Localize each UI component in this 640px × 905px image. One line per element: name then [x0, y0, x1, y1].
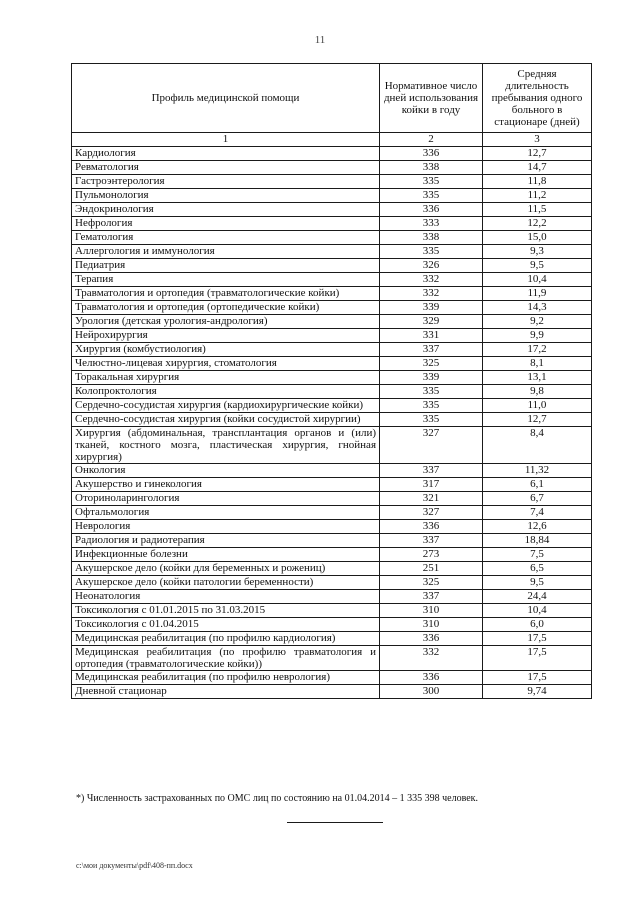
average-stay-cell: 17,5	[483, 646, 592, 671]
average-stay-cell: 24,4	[483, 590, 592, 604]
profile-cell: Хирургия (комбустиология)	[72, 343, 380, 357]
bed-days-cell: 335	[380, 413, 483, 427]
average-stay-cell: 10,4	[483, 273, 592, 287]
footnote: *) Численность застрахованных по ОМС лиц по состоянию на 01.04.2014 – 1 335 398 человек.	[76, 793, 479, 804]
bed-days-cell: 332	[380, 287, 483, 301]
bed-days-cell: 335	[380, 385, 483, 399]
header-bed-days: Нормативное число дней использования койки в году	[380, 64, 483, 133]
bed-days-cell: 336	[380, 520, 483, 534]
table-row	[72, 175, 592, 189]
profile-cell: Гематология	[72, 231, 380, 245]
bed-days-cell: 338	[380, 161, 483, 175]
profile-cell: Гастроэнтерология	[72, 175, 380, 189]
average-stay-cell: 8,1	[483, 357, 592, 371]
average-stay-cell: 11,0	[483, 399, 592, 413]
average-stay-cell: 10,4	[483, 604, 592, 618]
table-row	[72, 590, 592, 604]
average-stay-cell: 14,7	[483, 161, 592, 175]
separator-line	[287, 822, 383, 823]
bed-days-cell: 337	[380, 464, 483, 478]
table-row	[72, 189, 592, 203]
profile-cell: Пульмонология	[72, 189, 380, 203]
table-row	[72, 492, 592, 506]
table-header-row	[72, 64, 592, 133]
average-stay-cell: 9,3	[483, 245, 592, 259]
profile-cell: Токсикология с 01.04.2015	[72, 618, 380, 632]
bed-days-cell: 321	[380, 492, 483, 506]
table-row	[72, 685, 592, 699]
column-number: 3	[483, 133, 592, 147]
profile-cell: Хирургия (абдоминальная, трансплантация органов и (или) тканей, костного мозга, пластическая хирургия, гнойная хирургия)	[72, 427, 380, 464]
table-row	[72, 632, 592, 646]
bed-days-cell: 337	[380, 343, 483, 357]
column-number: 1	[72, 133, 380, 147]
table-row	[72, 217, 592, 231]
profile-cell: Офтальмология	[72, 506, 380, 520]
profile-cell: Терапия	[72, 273, 380, 287]
profile-cell: Аллергология и иммунология	[72, 245, 380, 259]
bed-days-cell: 325	[380, 357, 483, 371]
profile-cell: Неонатология	[72, 590, 380, 604]
table-row	[72, 385, 592, 399]
average-stay-cell: 14,3	[483, 301, 592, 315]
bed-days-cell: 335	[380, 175, 483, 189]
profile-cell: Медицинская реабилитация (по профилю травматология и ортопедия (травматологические койки))	[72, 646, 380, 671]
bed-days-cell: 336	[380, 671, 483, 685]
bed-days-cell: 336	[380, 203, 483, 217]
average-stay-cell: 6,5	[483, 562, 592, 576]
average-stay-cell: 13,1	[483, 371, 592, 385]
average-stay-cell: 12,7	[483, 147, 592, 161]
table-row	[72, 399, 592, 413]
header-profile: Профиль медицинской помощи	[72, 64, 380, 133]
bed-days-cell: 338	[380, 231, 483, 245]
table-row	[72, 506, 592, 520]
profile-cell: Нейрохирургия	[72, 329, 380, 343]
average-stay-cell: 7,5	[483, 548, 592, 562]
bed-days-cell: 339	[380, 371, 483, 385]
average-stay-cell: 9,5	[483, 259, 592, 273]
profile-cell: Оториноларингология	[72, 492, 380, 506]
profile-cell: Эндокринология	[72, 203, 380, 217]
average-stay-cell: 6,0	[483, 618, 592, 632]
average-stay-cell: 12,7	[483, 413, 592, 427]
column-number: 2	[380, 133, 483, 147]
table-row	[72, 147, 592, 161]
table-row	[72, 548, 592, 562]
bed-days-cell: 337	[380, 534, 483, 548]
average-stay-cell: 17,5	[483, 632, 592, 646]
bed-days-cell: 273	[380, 548, 483, 562]
table-row	[72, 371, 592, 385]
bed-days-cell: 325	[380, 576, 483, 590]
bed-days-cell: 332	[380, 273, 483, 287]
table-row	[72, 259, 592, 273]
average-stay-cell: 11,32	[483, 464, 592, 478]
average-stay-cell: 12,2	[483, 217, 592, 231]
profile-cell: Челюстно-лицевая хирургия, стоматология	[72, 357, 380, 371]
table-row	[72, 315, 592, 329]
bed-days-cell: 333	[380, 217, 483, 231]
bed-days-cell: 336	[380, 147, 483, 161]
profile-cell: Нефрология	[72, 217, 380, 231]
column-number-row	[72, 133, 592, 147]
profile-cell: Колопроктология	[72, 385, 380, 399]
table-row	[72, 562, 592, 576]
profile-cell: Урология (детская урология-андрология)	[72, 315, 380, 329]
bed-days-cell: 332	[380, 646, 483, 671]
bed-norms-table	[71, 63, 592, 699]
profile-cell: Торакальная хирургия	[72, 371, 380, 385]
profile-cell: Медицинская реабилитация (по профилю кардиология)	[72, 632, 380, 646]
average-stay-cell: 6,1	[483, 478, 592, 492]
profile-cell: Кардиология	[72, 147, 380, 161]
profile-cell: Акушерство и гинекология	[72, 478, 380, 492]
table-row	[72, 329, 592, 343]
bed-days-cell: 337	[380, 590, 483, 604]
bed-days-cell: 331	[380, 329, 483, 343]
table-row	[72, 203, 592, 217]
average-stay-cell: 8,4	[483, 427, 592, 464]
table-row	[72, 576, 592, 590]
table-row	[72, 301, 592, 315]
table-row	[72, 245, 592, 259]
bed-days-cell: 339	[380, 301, 483, 315]
average-stay-cell: 11,9	[483, 287, 592, 301]
table-row	[72, 287, 592, 301]
bed-days-cell: 327	[380, 427, 483, 464]
table-row	[72, 161, 592, 175]
bed-days-cell: 251	[380, 562, 483, 576]
average-stay-cell: 9,2	[483, 315, 592, 329]
profile-cell: Педиатрия	[72, 259, 380, 273]
table-row	[72, 357, 592, 371]
page-number: 11	[314, 34, 326, 46]
profile-cell: Сердечно-сосудистая хирургия (кардиохирургические койки)	[72, 399, 380, 413]
average-stay-cell: 6,7	[483, 492, 592, 506]
table-row	[72, 478, 592, 492]
profile-cell: Медицинская реабилитация (по профилю неврология)	[72, 671, 380, 685]
table-row	[72, 604, 592, 618]
average-stay-cell: 18,84	[483, 534, 592, 548]
profile-cell: Ревматология	[72, 161, 380, 175]
average-stay-cell: 9,5	[483, 576, 592, 590]
average-stay-cell: 11,2	[483, 189, 592, 203]
profile-cell: Онкология	[72, 464, 380, 478]
profile-cell: Сердечно-сосудистая хирургия (койки сосудистой хирургии)	[72, 413, 380, 427]
bed-days-cell: 335	[380, 245, 483, 259]
profile-cell: Дневной стационар	[72, 685, 380, 699]
average-stay-cell: 12,6	[483, 520, 592, 534]
average-stay-cell: 9,74	[483, 685, 592, 699]
file-path: c:\мои документы\pdf\408-пп.docx	[76, 861, 193, 870]
average-stay-cell: 11,5	[483, 203, 592, 217]
bed-days-cell: 335	[380, 189, 483, 203]
bed-days-cell: 317	[380, 478, 483, 492]
profile-cell: Травматология и ортопедия (травматологические койки)	[72, 287, 380, 301]
profile-cell: Инфекционные болезни	[72, 548, 380, 562]
profile-cell: Травматология и ортопедия (ортопедические койки)	[72, 301, 380, 315]
average-stay-cell: 17,5	[483, 671, 592, 685]
bed-days-cell: 300	[380, 685, 483, 699]
table-row	[72, 231, 592, 245]
table-row	[72, 534, 592, 548]
average-stay-cell: 9,8	[483, 385, 592, 399]
bed-days-cell: 310	[380, 618, 483, 632]
average-stay-cell: 11,8	[483, 175, 592, 189]
average-stay-cell: 9,9	[483, 329, 592, 343]
profile-cell: Акушерское дело (койки для беременных и рожениц)	[72, 562, 380, 576]
profile-cell: Токсикология с 01.01.2015 по 31.03.2015	[72, 604, 380, 618]
table-row	[72, 343, 592, 357]
average-stay-cell: 15,0	[483, 231, 592, 245]
profile-cell: Акушерское дело (койки патологии беременности)	[72, 576, 380, 590]
table-row	[72, 427, 592, 464]
bed-days-cell: 336	[380, 632, 483, 646]
bed-days-cell: 327	[380, 506, 483, 520]
bed-days-cell: 310	[380, 604, 483, 618]
bed-days-cell: 335	[380, 399, 483, 413]
table-row	[72, 413, 592, 427]
table-row	[72, 618, 592, 632]
average-stay-cell: 17,2	[483, 343, 592, 357]
table-row	[72, 464, 592, 478]
profile-cell: Радиология и радиотерапия	[72, 534, 380, 548]
bed-days-cell: 326	[380, 259, 483, 273]
table-row	[72, 646, 592, 671]
table-row	[72, 671, 592, 685]
header-average-stay: Средняя длительность пребывания одного больного в стационаре (дней)	[483, 64, 592, 133]
profile-cell: Неврология	[72, 520, 380, 534]
bed-days-cell: 329	[380, 315, 483, 329]
table-row	[72, 273, 592, 287]
table-row	[72, 520, 592, 534]
average-stay-cell: 7,4	[483, 506, 592, 520]
